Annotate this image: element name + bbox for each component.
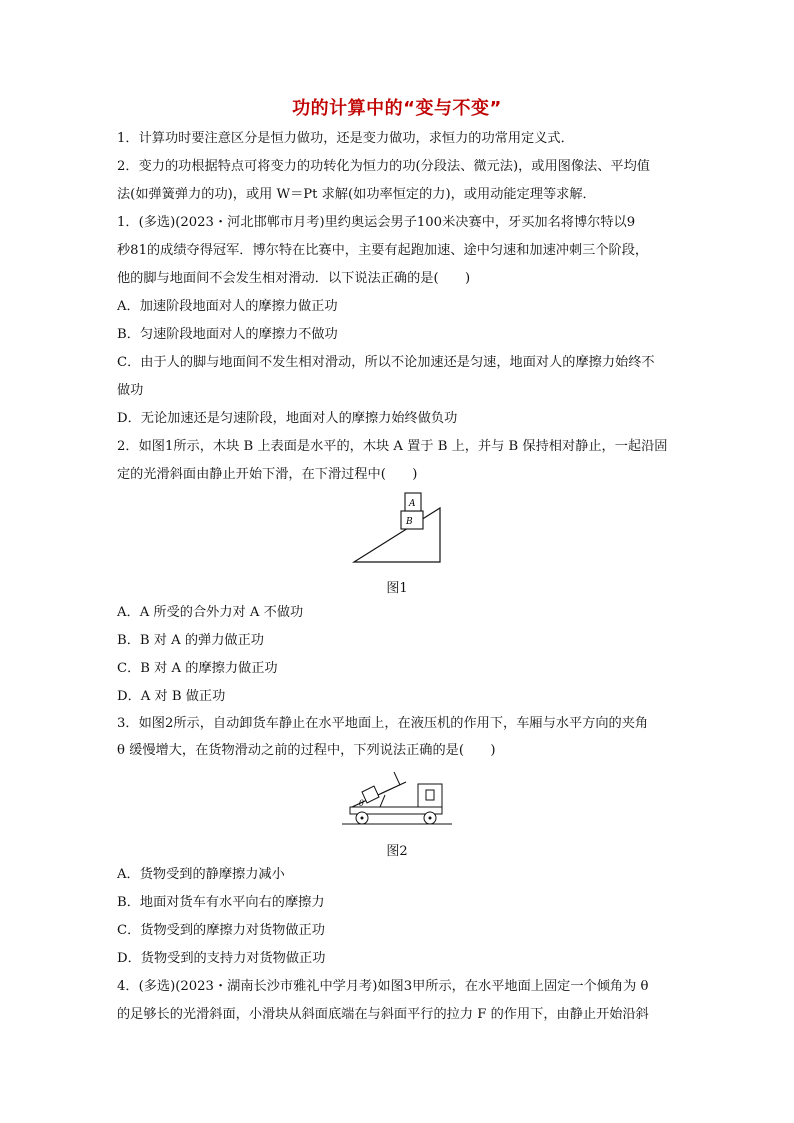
q1-option-b: B．匀速阶段地面对人的摩擦力不做功 — [117, 327, 338, 342]
figure-2-dump-truck — [340, 764, 455, 828]
q4-stem-line-1: 4．(多选)(2023・湖南长沙市雅礼中学月考)如图3甲所示，在水平地面上固定一个倾角为 θ — [117, 979, 649, 994]
q1-option-c: C．由于人的脚与地面间不发生相对滑动，所以不论加速还是匀速，地面对人的摩擦力始终不 — [117, 355, 655, 370]
figure-1-incline — [350, 488, 445, 566]
q3-option-c: C．货物受到的摩擦力对货物做正功 — [117, 923, 325, 938]
q2-option-c: C．B 对 A 的摩擦力做正功 — [117, 661, 278, 676]
q3-option-a: A．货物受到的静摩擦力减小 — [117, 867, 285, 882]
q3-option-b: B．地面对货车有水平向右的摩擦力 — [117, 895, 325, 910]
page-title: 功的计算中的“变与不变” — [292, 98, 502, 119]
q1-option-c-cont: 做功 — [117, 383, 144, 398]
note-line-1: 1．计算功时要注意区分是恒力做功，还是变力做功，求恒力的功常用定义式． — [117, 131, 574, 146]
q2-stem-line-2: 定的光滑斜面由静止开始下滑，在下滑过程中( ) — [117, 467, 418, 482]
fig2-label-theta: θ — [359, 799, 364, 808]
q2-stem-line-1: 2．如图1所示，木块 B 上表面是水平的，木块 A 置于 B 上，并与 B 保持相对静止，一起沿固 — [117, 439, 668, 454]
q1-option-d: D．无论加速还是匀速阶段，地面对人的摩擦力始终做负功 — [117, 411, 458, 426]
fig1-label-b: B — [406, 517, 413, 527]
q3-stem-line-2: θ 缓慢增大，在货物滑动之前的过程中，下列说法正确的是( ) — [117, 743, 496, 758]
q4-stem-line-2: 的足够长的光滑斜面，小滑块从斜面底端在与斜面平行的拉力 F 的作用下，由静止开始沿斜 — [117, 1007, 649, 1022]
figure-1-caption: 图1 — [386, 581, 408, 596]
note-line-2: 2．变力的功根据特点可将变力的功转化为恒力的功(分段法、微元法)，或用图像法、平均值 — [117, 159, 650, 174]
q3-option-d: D．货物受到的支持力对货物做正功 — [117, 951, 326, 966]
figure-2-caption: 图2 — [386, 844, 408, 859]
fig1-label-a: A — [409, 499, 416, 509]
q1-stem-line-2: 秒81的成绩夺得冠军．博尔特在比赛中，主要有起跑加速、途中匀速和加速冲刺三个阶段， — [117, 243, 649, 258]
q2-option-b: B．B 对 A 的弹力做正功 — [117, 633, 264, 648]
q1-stem-line-3: 他的脚与地面间不会发生相对滑动．以下说法正确的是( ) — [117, 271, 471, 286]
q2-option-d: D．A 对 B 做正功 — [117, 689, 226, 704]
q1-option-a: A．加速阶段地面对人的摩擦力做正功 — [117, 299, 338, 314]
q2-option-a: A．A 所受的合外力对 A 不做功 — [117, 605, 304, 620]
q3-stem-line-1: 3．如图2所示，自动卸货车静止在水平地面上，在液压机的作用下，车厢与水平方向的夹角 — [117, 716, 649, 731]
note-line-3: 法(如弹簧弹力的功)，或用 W＝Pt 求解(如功率恒定的力)，或用动能定理等求解． — [117, 187, 596, 202]
q1-stem-line-1: 1．(多选)(2023・河北邯郸市月考)里约奥运会男子100米决赛中，牙买加名将博尔特以9 — [117, 215, 636, 230]
